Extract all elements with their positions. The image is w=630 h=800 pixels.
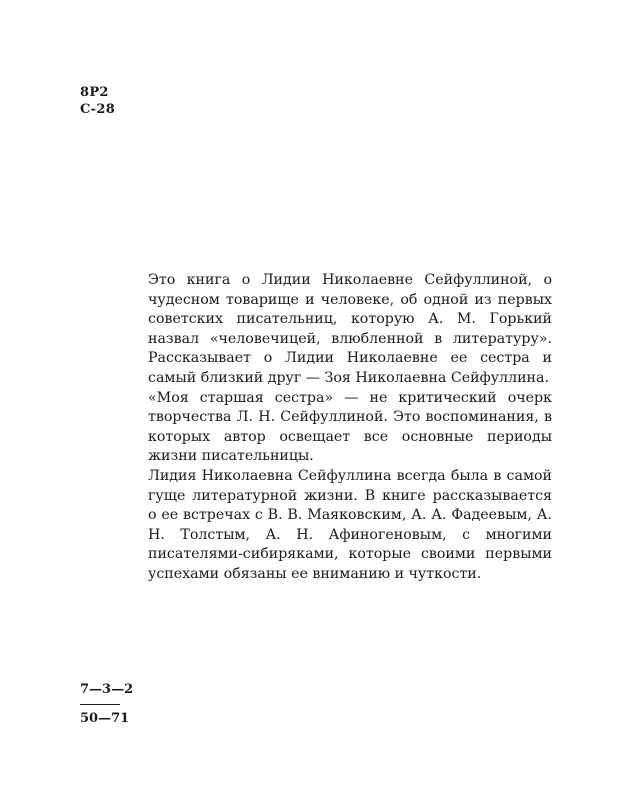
- annotation-paragraph-2: «Моя старшая сестра» — не критический очерк творчества Л. Н. Сейфуллиной. Это воспоминания, в которых автор освещает все основные периоды жизни писательницы.: [148, 389, 552, 465]
- annotation-paragraph-3: Лидия Николаевна Сейфуллина всегда была в самой гуще литературной жизни. В книге рассказывается о ее встречах с В. В. Маяковским, А. А. Фадеевым, А. Н. Толстым, А. Н. Афиногеновым, с многими писателями-сибиряками, которые своими первыми успехами обязаны ее вниманию и чуткости.: [148, 467, 552, 582]
- publication-code: [80, 681, 133, 728]
- annotation-paragraph-1: Это книга о Лидии Николаевне Сейфуллиной, о чудесном товарище и человеке, об одной из первых советских писательниц, которую А. М. Горький назвал «человечицей, влюбленной в литературу». Рассказывает о Лидии Николаевне ее сестра и самый близкий друг — Зоя Николаевна Сейфуллина.: [148, 272, 552, 386]
- author-mark: С-28: [80, 102, 116, 117]
- publication-code-divider: [80, 704, 120, 705]
- publication-code-bottom: 50—71: [80, 711, 130, 726]
- publication-code-top: 7—3—2: [80, 682, 134, 697]
- book-annotation: [148, 271, 552, 585]
- udk-index: 8Р2: [80, 85, 109, 100]
- library-classification: [80, 84, 115, 118]
